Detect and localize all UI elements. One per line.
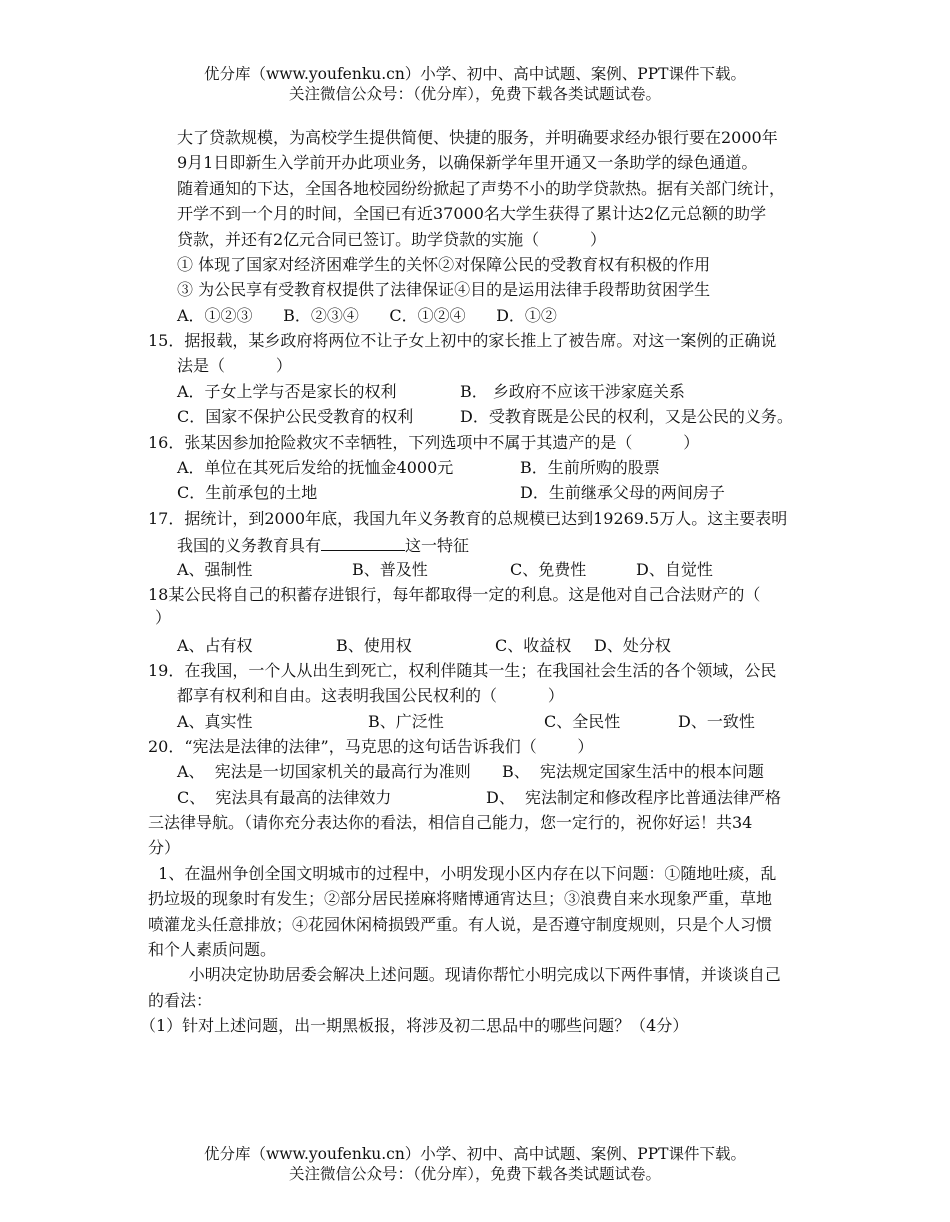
q17-stem-post: 这一特征 <box>405 536 470 555</box>
essay-p1-line-2: 扔垃圾的现象时有发生；②部分居民搓麻将赌博通宵达旦；③浪费自来水现象严重，草地 <box>148 889 773 908</box>
q18-option-c: C、收益权 <box>495 636 572 655</box>
q14-line-4: 开学不到一个月的时间，全国已有近37000名大学生获得了累计达2亿元总额的助学 <box>177 204 767 223</box>
q16-stem: 16．张某因参加抢险救灾不幸牺牲，下列选项中不属于其遗产的是（ ） <box>148 433 700 452</box>
essay-p1-line-1: 1、在温州争创全国文明城市的过程中，小明发现小区内存在以下问题：①随地吐痰，乱 <box>148 864 777 883</box>
q18-stem-2: ） <box>155 608 172 627</box>
q17-option-d: D、自觉性 <box>636 560 713 579</box>
essay-task-1: （1）针对上述问题，出一期黑板报，将涉及初二思品中的哪些问题？（4分） <box>140 1016 689 1035</box>
header-line-1: 优分库（www.youfenku.cn）小学、初中、高中试题、案例、PPT课件下载。 <box>203 65 747 83</box>
q15-option-b: B． 乡政府不应该干涉家庭关系 <box>460 382 685 401</box>
answer-blank <box>321 533 405 551</box>
q15-option-a: A．子女上学与否是家长的权利 <box>177 382 397 401</box>
essay-p1-line-4: 和个人素质问题。 <box>148 940 277 959</box>
q20-option-a: A、 宪法是一切国家机关的最高行为准则 <box>177 762 471 781</box>
header-line-2: 关注微信公众号：（优分库），免费下载各类试题试卷。 <box>288 85 661 103</box>
footer-line-1: 优分库（www.youfenku.cn）小学、初中、高中试题、案例、PPT课件下载。 <box>203 1145 747 1163</box>
q18-stem-1: 18某公民将自己的积蓄存进银行，每年都取得一定的利息。这是他对自己合法财产的（ <box>148 585 761 604</box>
q20-option-c: C、 宪法具有最高的法律效力 <box>177 788 392 807</box>
q20-option-d: D、 宪法制定和修改程序比普通法律严格 <box>486 788 782 807</box>
q16-option-b: B．生前所购的股票 <box>520 458 660 477</box>
section-title-1: 三法律导航。（请你充分表达你的看法，相信自己能力，您一定行的，祝你好运！共34 <box>148 813 753 832</box>
q15-option-d: D．受教育既是公民的权利，又是公民的义务。 <box>460 407 793 426</box>
q19-stem-1: 19．在我国，一个人从出生到死亡，权利伴随其一生；在我国社会生活的各个领域，公民 <box>148 661 777 680</box>
q16-option-c: C．生前承包的土地 <box>177 483 318 502</box>
q14-options: A．①②③ B．②③④ C．①②④ D．①② <box>177 306 557 325</box>
q18-option-b: B、使用权 <box>336 636 412 655</box>
q17-stem-1: 17．据统计，到2000年底，我国九年义务教育的总规模已达到19269.5万人。这主要表明 <box>148 509 788 528</box>
q14-line-1: 大了贷款规模，为高校学生提供简便、快捷的服务，并明确要求经办银行要在2000年 <box>177 128 778 147</box>
q14-line-3: 随着通知的下达，全国各地校园纷纷掀起了声势不小的助学贷款热。据有关部门统计， <box>177 179 786 198</box>
q20-stem: 20．“宪法是法律的法律”，马克思的这句话告诉我们（ ） <box>148 737 594 756</box>
essay-p2-line-2: 的看法： <box>148 991 213 1010</box>
q19-option-a: A、真实性 <box>177 712 253 731</box>
q14-statement-1: ① 体现了国家对经济困难学生的关怀②对保障公民的受教育权有积极的作用 <box>177 255 711 274</box>
q15-option-c: C．国家不保护公民受教育的权利 <box>177 407 414 426</box>
q17-option-c: C、免费性 <box>510 560 587 579</box>
q17-stem-pre: 我国的义务教育具有 <box>177 536 322 555</box>
q19-option-b: B、广泛性 <box>368 712 444 731</box>
q14-statement-2: ③ 为公民享有受教育权提供了法律保证④目的是运用法律手段帮助贫困学生 <box>177 280 711 299</box>
q17-stem-2 <box>177 533 469 557</box>
footer-line-2: 关注微信公众号：（优分库），免费下载各类试题试卷。 <box>288 1165 661 1183</box>
q19-option-d: D、一致性 <box>678 712 755 731</box>
q18-option-a: A、占有权 <box>177 636 253 655</box>
essay-p1-line-3: 喷灌龙头任意排放；④花园休闲椅损毁严重。有人说，是否遵守制度规则，只是个人习惯 <box>148 915 773 934</box>
q18-option-d: D、处分权 <box>594 636 671 655</box>
q19-option-c: C、全民性 <box>544 712 621 731</box>
q14-line-5: 贷款，并还有2亿元合同已签订。助学贷款的实施（ ） <box>177 230 607 249</box>
q19-stem-2: 都享有权利和自由。这表明我国公民权利的（ ） <box>177 686 564 705</box>
q16-option-d: D．生前继承父母的两间房子 <box>520 483 725 502</box>
q15-stem-2: 法是（ ） <box>177 356 292 375</box>
q15-stem-1: 15．据报载，某乡政府将两位不让子女上初中的家长推上了被告席。对这一案例的正确说 <box>148 331 777 350</box>
q17-option-b: B、普及性 <box>352 560 428 579</box>
q16-option-a: A．单位在其死后发给的抚恤金4000元 <box>177 458 454 477</box>
q20-option-b: B、 宪法规定国家生活中的根本问题 <box>502 762 764 781</box>
q17-option-a: A、强制性 <box>177 560 253 579</box>
section-title-2: 分） <box>148 838 181 857</box>
q14-line-2: 9月1日即新生入学前开办此项业务，以确保新学年里开通又一条助学的绿色通道。 <box>177 153 758 172</box>
essay-p2-line-1: 小明决定协助居委会解决上述问题。现请你帮忙小明完成以下两件事情，并谈谈自己 <box>148 965 781 984</box>
